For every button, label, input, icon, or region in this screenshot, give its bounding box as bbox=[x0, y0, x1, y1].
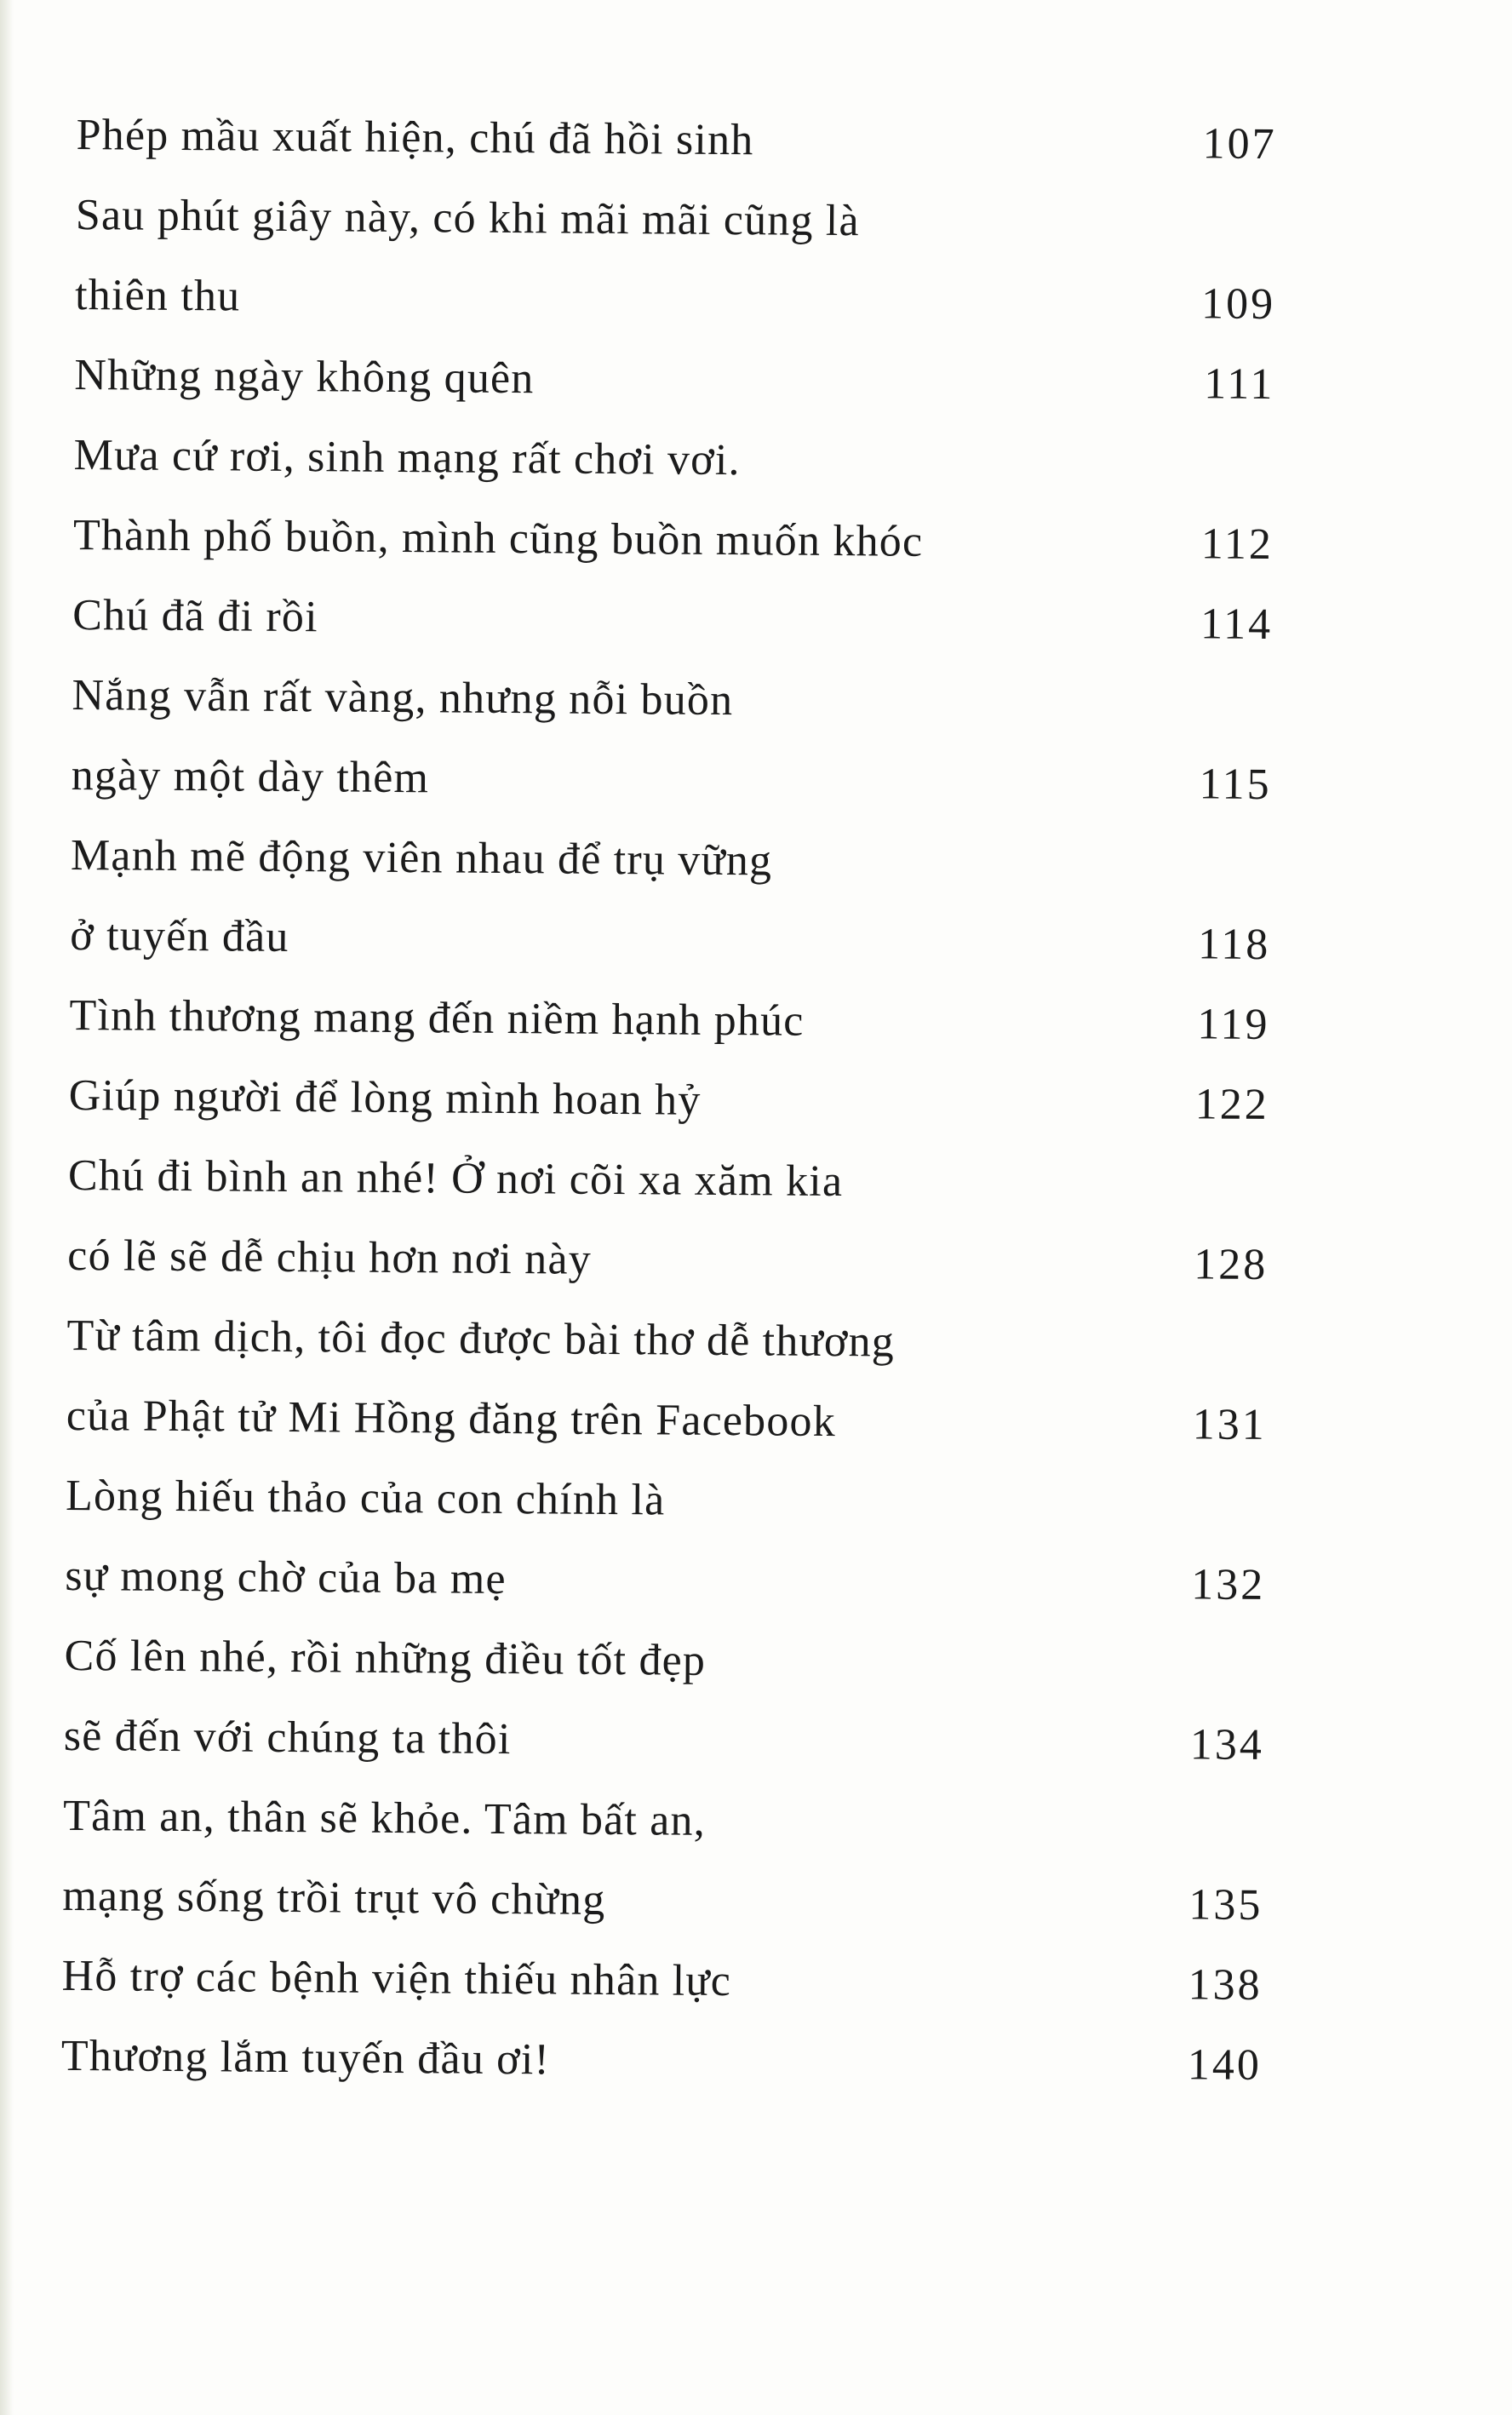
toc-entry-title: Mạnh mẽ động viên nhau để trụ vững bbox=[70, 830, 773, 886]
toc-entry bbox=[73, 416, 1274, 585]
toc-entry-page-number: 107 bbox=[1202, 119, 1277, 169]
toc-entry-title: Lòng hiếu thảo của con chính là bbox=[65, 1471, 666, 1525]
toc-entry-title: Tâm an, thân sẽ khỏe. Tâm bất an, bbox=[62, 1791, 707, 1845]
toc-entry-title: Cố lên nhé, rồi những điều tốt đẹp bbox=[64, 1631, 707, 1685]
toc-entry bbox=[63, 1616, 1264, 1786]
toc-entry-page-number: 115 bbox=[1199, 760, 1272, 810]
toc-entry-title: Phép mầu xuất hiện, chú đã hồi sinh bbox=[76, 110, 754, 165]
toc-entry-page-number: 135 bbox=[1188, 1880, 1263, 1930]
toc-entry-title: của Phật tử Mi Hồng đăng trên Facebook bbox=[66, 1391, 837, 1447]
toc-entry-page-number: 132 bbox=[1191, 1560, 1266, 1610]
toc-entry bbox=[66, 1296, 1267, 1466]
toc-entry-title: thiên thu bbox=[74, 270, 241, 321]
toc-entry-page-number: 114 bbox=[1200, 599, 1274, 650]
toc-entry-title: Tình thương mang đến niềm hạnh phúc bbox=[69, 990, 805, 1046]
toc-entry bbox=[61, 1936, 1263, 2026]
page-edge-shadow bbox=[0, 0, 14, 2415]
toc-entry-title: Giúp người để lòng mình hoan hỷ bbox=[68, 1070, 702, 1125]
toc-entry-title: ngày một dày thêm bbox=[71, 750, 430, 803]
toc-entry bbox=[65, 1456, 1266, 1626]
toc-entry-page-number: 128 bbox=[1194, 1240, 1269, 1290]
toc-entry-title: Sau phút giây này, có khi mãi mãi cũng là bbox=[75, 190, 861, 246]
toc-entry-title: có lẽ sẽ dễ chịu hơn nơi này bbox=[67, 1230, 593, 1284]
toc-entry-page-number: 111 bbox=[1204, 359, 1275, 410]
toc-entry-title: Từ tâm dịch, tôi đọc được bài thơ dễ thương bbox=[66, 1311, 896, 1367]
toc-entry bbox=[70, 816, 1271, 985]
toc-entry-page-number: 112 bbox=[1200, 519, 1274, 570]
toc-entry bbox=[61, 2016, 1263, 2106]
toc-entry bbox=[67, 1136, 1269, 1305]
toc-entry-page-number: 109 bbox=[1200, 279, 1276, 330]
toc-entry-title: Nắng vẫn rất vàng, nhưng nỗi buồn bbox=[72, 670, 734, 726]
toc-entry bbox=[62, 1776, 1263, 1946]
toc-entry-page-number: 140 bbox=[1187, 2040, 1263, 2091]
toc-entry-title: Chú đã đi rồi bbox=[72, 590, 318, 642]
toc-entry-title: Hỗ trợ các bệnh viện thiếu nhân lực bbox=[61, 1951, 732, 2006]
toc-entry bbox=[71, 656, 1272, 825]
toc-entry-title: Những ngày không quên bbox=[74, 350, 535, 404]
toc-entry-title: mạng sống trồi trụt vô chừng bbox=[62, 1871, 606, 1925]
toc-entry-title: Mưa cứ rơi, sinh mạng rất chơi vơi. bbox=[73, 430, 741, 485]
toc-entry-title: sẽ đến với chúng ta thôi bbox=[63, 1711, 512, 1764]
toc-entry-page-number: 118 bbox=[1197, 920, 1271, 970]
toc-entry bbox=[72, 576, 1274, 665]
toc-entry-title: ở tuyến đầu bbox=[70, 910, 289, 961]
toc-entry bbox=[69, 976, 1270, 1065]
toc-entry-page-number: 119 bbox=[1197, 1000, 1270, 1050]
toc-entry bbox=[75, 175, 1276, 345]
toc-entry-page-number: 131 bbox=[1192, 1400, 1268, 1450]
toc-entry bbox=[68, 1056, 1269, 1145]
toc-entry bbox=[76, 95, 1277, 185]
toc-entry-page-number: 122 bbox=[1194, 1080, 1269, 1130]
toc-entry-title: Chú đi bình an nhé! Ở nơi cõi xa xăm kia bbox=[67, 1150, 844, 1207]
toc-list bbox=[61, 95, 1277, 2106]
toc-entry-title: sự mong chờ của ba mẹ bbox=[65, 1551, 507, 1604]
toc-entry bbox=[74, 336, 1275, 425]
toc-entry-title: Thương lắm tuyến đầu ơi! bbox=[60, 2031, 551, 2085]
toc-entry-page-number: 138 bbox=[1188, 1960, 1263, 2011]
toc-entry-page-number: 134 bbox=[1189, 1720, 1265, 1770]
toc-entry-title: Thành phố buồn, mình cũng buồn muốn khóc bbox=[72, 510, 924, 566]
